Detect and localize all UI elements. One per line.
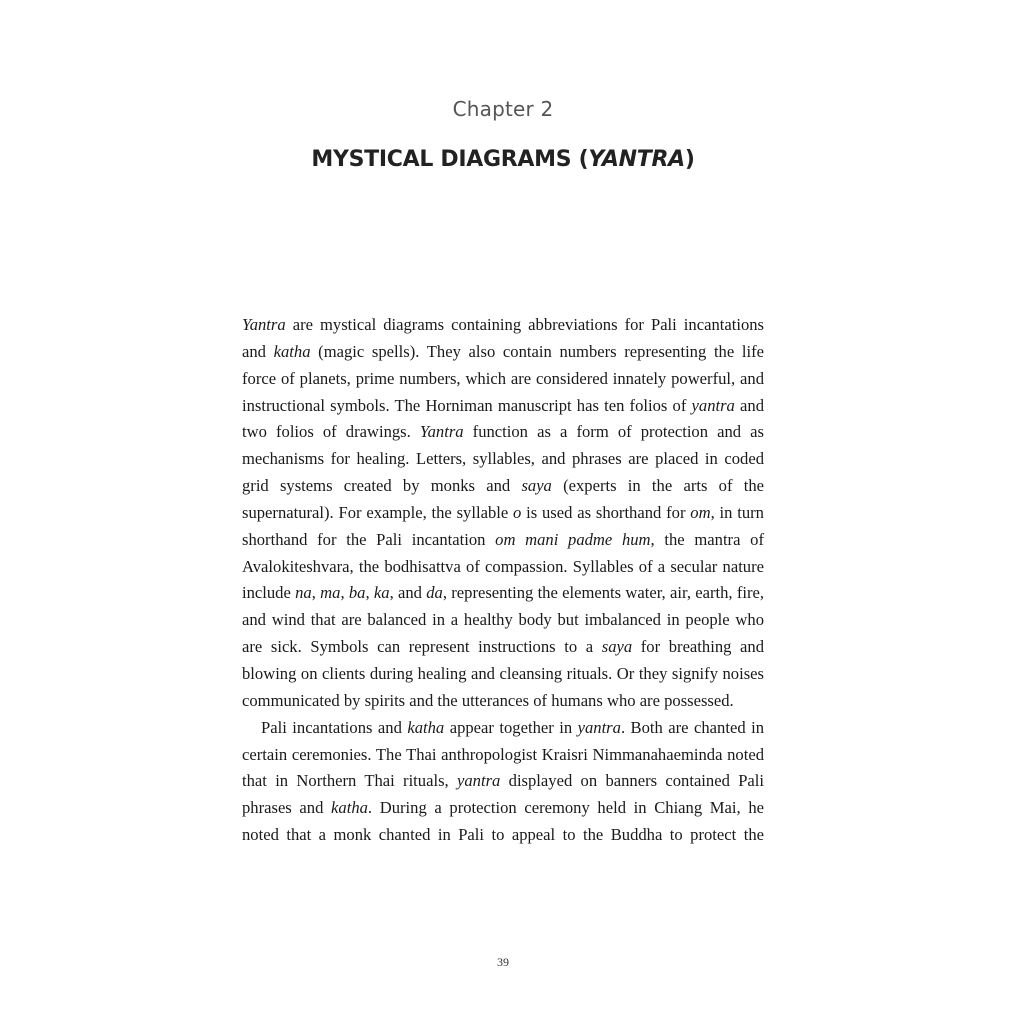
text-run: . During a protection ceremony held in Chiang Mai, he noted that a monk chanted in Pali to appeal to the Buddha to protect the — [242, 798, 764, 845]
text-run: , and — [389, 583, 427, 603]
italic-term: na — [295, 583, 312, 603]
italic-term: o — [513, 502, 522, 522]
italic-term: ma — [320, 583, 341, 603]
page-number: 39 — [497, 955, 509, 969]
italic-term: katha — [273, 341, 311, 361]
paragraph-1 — [242, 312, 764, 715]
text-run: appear together in — [444, 717, 578, 737]
italic-term: yantra — [691, 395, 735, 415]
italic-term: ba — [348, 583, 366, 603]
body-text — [242, 312, 764, 849]
text-run: and two folios of drawings. — [242, 395, 764, 442]
text-run: . Both are chanted in certain ceremonies. The Thai anthropologist Kraisri Nimmanahaeminda noted that in Northern Thai rituals, — [242, 717, 764, 791]
text-run: function as a form of protection and as mechanisms for healing. Letters, syllables, and phrases are placed in coded grid systems created by monks and — [242, 422, 765, 496]
text-run: is used as shorthand for — [521, 502, 691, 522]
italic-term: ka — [373, 583, 390, 603]
italic-term: yantra — [457, 771, 501, 791]
text-run: , — [365, 583, 374, 603]
italic-term: katha — [331, 798, 368, 818]
text-run: , — [311, 583, 321, 603]
chapter-label: Chapter 2 — [452, 97, 554, 121]
text-run: , the mantra of Avalokiteshvara, the bodhisattva of compassion. Syllables of a secular nature include — [242, 529, 764, 603]
text-run: Pali incantations and — [261, 717, 408, 737]
text-run: , — [340, 583, 349, 603]
chapter-title-main: MYSTICAL DIAGRAMS ( — [311, 147, 589, 172]
italic-term: Yantra — [419, 422, 464, 442]
text-run: for breathing and blowing on clients during healing and cleansing rituals. Or they signify noises communicated by spirits and the utterances of humans who are possessed. — [242, 637, 764, 710]
text-run: , representing the elements water, air, earth, fire, and wind that are balanced in a healthy body but imbalanced in people who are sick. Symbols can represent instructions to a — [242, 583, 765, 657]
italic-term: Yantra — [242, 315, 286, 334]
italic-term: saya — [601, 637, 633, 657]
chapter-title — [0, 147, 1006, 172]
text-run: (experts in the arts of the supernatural). For example, the syllable — [242, 476, 764, 522]
text-run: , in turn shorthand for the Pali incantation — [242, 502, 764, 549]
paragraph-2 — [242, 715, 764, 849]
text-run: (magic spells). They also contain numbers representing the life force of planets, prime numbers, which are considered innately powerful, and instructional symbols. The Horniman manuscript has ten folios of — [242, 341, 764, 415]
italic-term: yantra — [577, 717, 621, 737]
chapter-title-end: ) — [684, 147, 695, 172]
italic-term: om mani padme hum — [495, 529, 651, 549]
text-run: displayed on banners contained Pali phrases and — [242, 771, 765, 818]
italic-term: om — [690, 502, 711, 522]
italic-term: da — [426, 583, 443, 603]
text-run: are mystical diagrams containing abbreviations for Pali incantations and — [242, 315, 764, 361]
italic-term: saya — [521, 476, 552, 496]
italic-term: katha — [407, 717, 445, 737]
chapter-title-italic: YANTRA — [588, 147, 685, 172]
